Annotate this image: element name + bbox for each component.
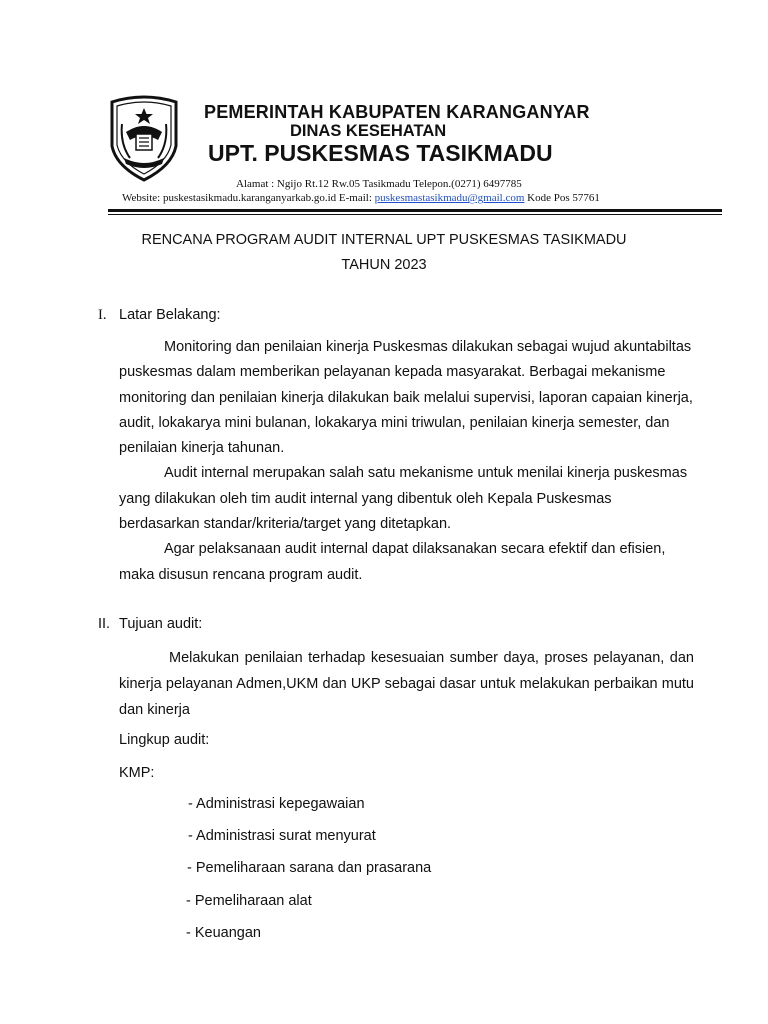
header-address: Alamat : Ngijo Rt.12 Rw.05 Tasikmadu Telepon.(0271) 6497785 <box>236 178 522 190</box>
kmp-label: KMP: <box>119 765 155 781</box>
kmp-item: - Administrasi kepegawaian <box>188 796 365 812</box>
section-1-body <box>119 335 695 588</box>
section-1-number: I. <box>98 307 107 323</box>
letterhead-divider-thin <box>108 214 722 215</box>
section-2-paragraph: Melakukan penilaian terhadap kesesuaian sumber daya, proses pelayanan, dan kinerja pelayanan Admen,UKM dan UKP sebagai dasar untuk melakukan perbaikan mutu dan kinerja <box>119 650 694 718</box>
postal-code: Kode Pos 57761 <box>524 192 600 204</box>
scope-label: Lingkup audit: <box>119 732 210 748</box>
section-2-number: II. <box>98 616 111 632</box>
section-1-heading: Latar Belakang: <box>119 307 221 323</box>
paragraph: Monitoring dan penilaian kinerja Puskesmas dilakukan sebagai wujud akuntabiltas puskesmas dalam memberikan pelayanan kepada masyarakat. Berbagai mekanisme monitoring dan penilaian kinerja dilakukan baik melalui supervisi, laporan capaian kinerja, audit, lokakarya mini bulanan, lokakarya mini triwulan, penilaian kinerja semester, dan penilaian kinerja tahunan. <box>119 339 693 457</box>
letterhead-divider-thick <box>108 209 722 212</box>
header-government: PEMERINTAH KABUPATEN KARANGANYAR <box>204 102 590 122</box>
kmp-item: - Pemeliharaan sarana dan prasarana <box>187 860 432 876</box>
document-year: TAHUN 2023 <box>341 257 427 273</box>
document-title: RENCANA PROGRAM AUDIT INTERNAL UPT PUSKESMAS TASIKMADU <box>141 232 627 248</box>
kmp-item: - Keuangan <box>186 925 261 941</box>
kmp-item: - Pemeliharaan alat <box>186 893 312 909</box>
email-link[interactable]: puskesmastasikmadu@gmail.com <box>374 192 525 204</box>
website-text: Website: puskestasikmadu.karanganyarkab.go.id E-mail: <box>122 192 375 204</box>
kmp-item: - Administrasi surat menyurat <box>188 828 376 844</box>
paragraph: Agar pelaksanaan audit internal dapat dilaksanakan secara efektif dan efisien, maka disusun rencana program audit. <box>119 541 666 583</box>
header-contact <box>122 192 600 204</box>
regency-emblem-icon <box>106 94 182 184</box>
section-2-heading: Tujuan audit: <box>119 616 203 632</box>
paragraph: Audit internal merupakan salah satu mekanisme untuk menilai kinerja puskesmas yang dilakukan oleh tim audit internal yang dibentuk oleh Kepala Puskesmas berdasarkan standar/kriteria/target yang ditetapkan. <box>119 465 688 533</box>
header-department: DINAS KESEHATAN <box>290 122 447 140</box>
header-institution: UPT. PUSKESMAS TASIKMADU <box>208 140 553 166</box>
